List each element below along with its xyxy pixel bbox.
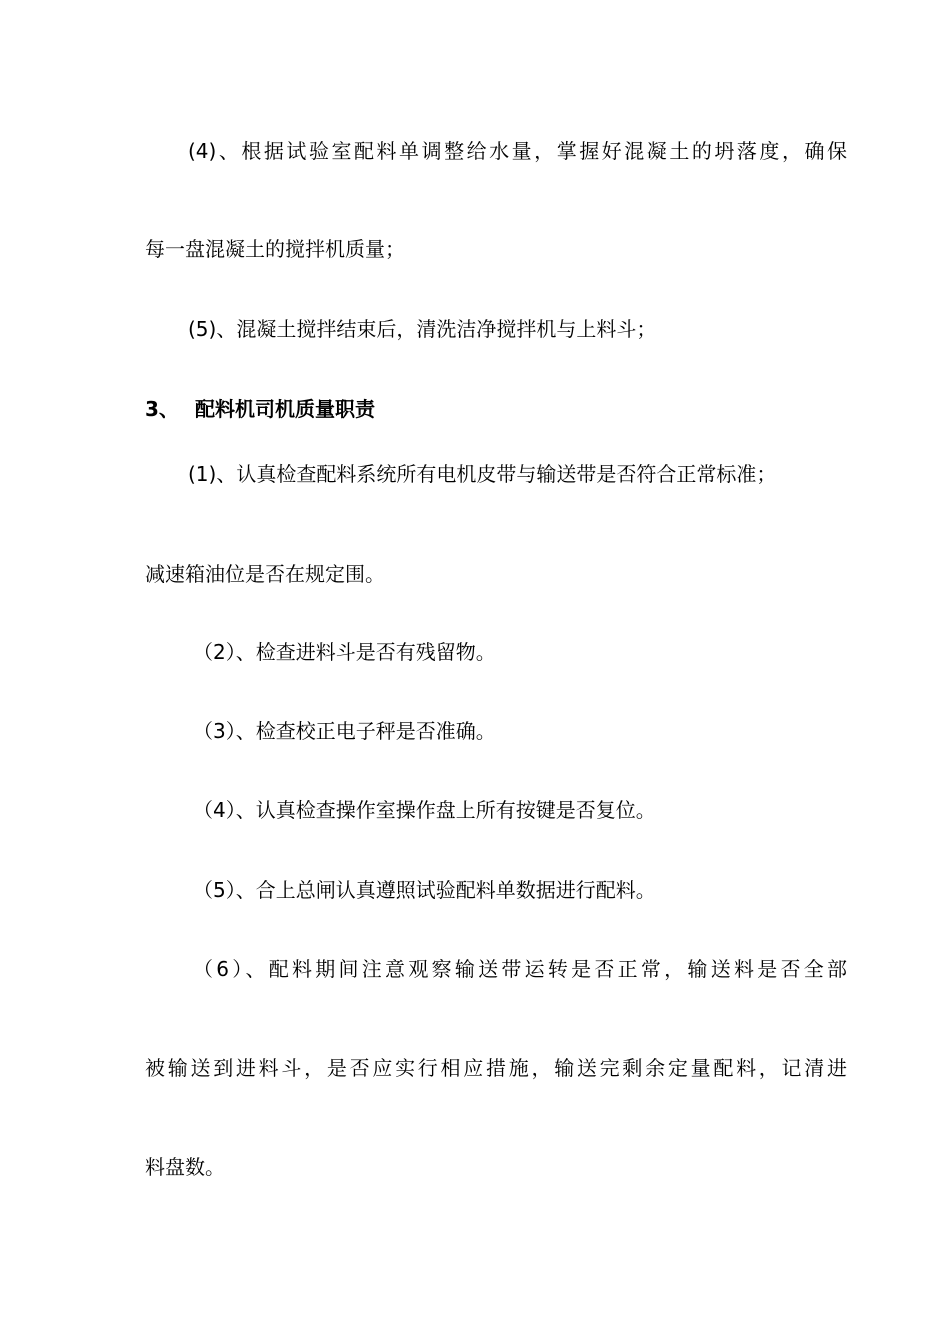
list-item: （2）、检查进料斗是否有残留物。	[193, 640, 496, 664]
list-item: （5）、合上总闸认真遵照试验配料单数据进行配料。	[193, 878, 656, 902]
list-item: （3）、检查校正电子秤是否准确。	[193, 719, 496, 743]
paragraph-line: (1)、认真检查配料系统所有电机皮带与输送带是否符合正常标准；	[188, 462, 777, 486]
paragraph-line: 减速箱油位是否在规定围。	[145, 562, 385, 586]
list-item: （6）、配料期间注意观察输送带运转是否正常，输送料是否全部	[193, 957, 847, 981]
paragraph-line: (5)、混凝土搅拌结束后，清洗洁净搅拌机与上料斗；	[188, 317, 657, 341]
section-title: 配料机司机质量职责	[195, 397, 375, 421]
section-heading	[145, 396, 847, 422]
list-item: （4）、认真检查操作室操作盘上所有按键是否复位。	[193, 798, 656, 822]
paragraph-line: (4)、根据试验室配料单调整给水量，掌握好混凝土的坍落度，确保	[188, 139, 847, 163]
paragraph-line: 被输送到进料斗，是否应实行相应措施，输送完剩余定量配料，记清进	[145, 1056, 847, 1080]
paragraph-line: 料盘数。	[145, 1155, 225, 1179]
section-number: 3、	[145, 397, 179, 421]
paragraph-line: 每一盘混凝土的搅拌机质量；	[145, 237, 405, 261]
